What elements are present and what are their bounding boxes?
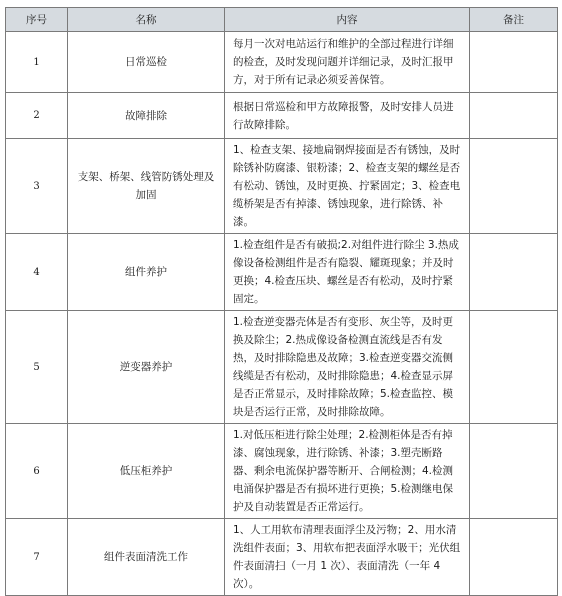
item-note: [470, 519, 558, 596]
item-name: 组件表面清洗工作: [68, 519, 225, 596]
header-name: 名称: [68, 8, 225, 32]
item-name: 低压柜养护: [68, 424, 225, 519]
item-note: [470, 311, 558, 424]
item-note: [470, 32, 558, 93]
row-number: 7: [6, 519, 68, 596]
table-row: [6, 424, 558, 519]
item-content: 1、检查支架、接地扁钢焊接面是否有锈蚀，及时除锈补防腐漆、银粉漆；2、检查支架的螺丝是否有松动、锈蚀，及时更换、拧紧固定；3、检查电缆桥架是否有掉漆、锈蚀现象，进行除锈、补漆。: [225, 139, 470, 234]
item-content: 1.检查逆变器壳体是否有变形、灰尘等，及时更换及除尘；2.热成像设备检测直流线是否有发热，及时排除隐患及故障；3.检查逆变器交流侧线缆是否有松动，及时排除隐患；4.检查显示屏是否正常显示，及时排除故障；5.检查监控、模块是否运行正常，及时排除故障。: [225, 311, 470, 424]
row-number: 3: [6, 139, 68, 234]
header-note: 备注: [470, 8, 558, 32]
item-content: 每月一次对电站运行和维护的全部过程进行详细的检查，及时发现问题并详细记录，及时汇报甲方，对于所有记录必须妥善保管。: [225, 32, 470, 93]
item-note: [470, 234, 558, 311]
table-row: [6, 311, 558, 424]
table-row: [6, 519, 558, 596]
row-number: 6: [6, 424, 68, 519]
maintenance-table: [5, 7, 558, 596]
item-note: [470, 424, 558, 519]
table-row: [6, 32, 558, 93]
item-name: 支架、桥架、线管防锈处理及加固: [68, 139, 225, 234]
item-name: 故障排除: [68, 93, 225, 139]
row-number: 5: [6, 311, 68, 424]
table-header: [6, 8, 558, 32]
table-row: [6, 139, 558, 234]
table-row: [6, 93, 558, 139]
row-number: 2: [6, 93, 68, 139]
row-number: 1: [6, 32, 68, 93]
item-note: [470, 93, 558, 139]
table-row: [6, 234, 558, 311]
item-name: 逆变器养护: [68, 311, 225, 424]
item-content: 1.检查组件是否有破损;2.对组件进行除尘 3.热成像设备检测组件是否有隐裂、耀斑现象；并及时更换；4.检查压块、螺丝是否有松动，及时拧紧固定。: [225, 234, 470, 311]
item-note: [470, 139, 558, 234]
header-row: [6, 8, 558, 32]
item-name: 组件养护: [68, 234, 225, 311]
item-content: 根据日常巡检和甲方故障报警，及时安排人员进行故障排除。: [225, 93, 470, 139]
row-number: 4: [6, 234, 68, 311]
header-no: 序号: [6, 8, 68, 32]
item-content: 1.对低压柜进行除尘处理；2.检测柜体是否有掉漆、腐蚀现象，进行除锈、补漆；3.塑壳断路器、剩余电流保护器等断开、合闸检测；4.检测电涌保护器是否有损坏进行更换；5.检测继电保护及自动装置是否正常运行。: [225, 424, 470, 519]
table-body: [6, 32, 558, 596]
item-name: 日常巡检: [68, 32, 225, 93]
header-content: 内容: [225, 8, 470, 32]
item-content: 1、人工用软布清理表面浮尘及污物；2、用水清洗组件表面；3、用软布把表面浮水吸干；光伏组件表面清扫（一月 1 次）、表面清洗（一年 4 次）。: [225, 519, 470, 596]
